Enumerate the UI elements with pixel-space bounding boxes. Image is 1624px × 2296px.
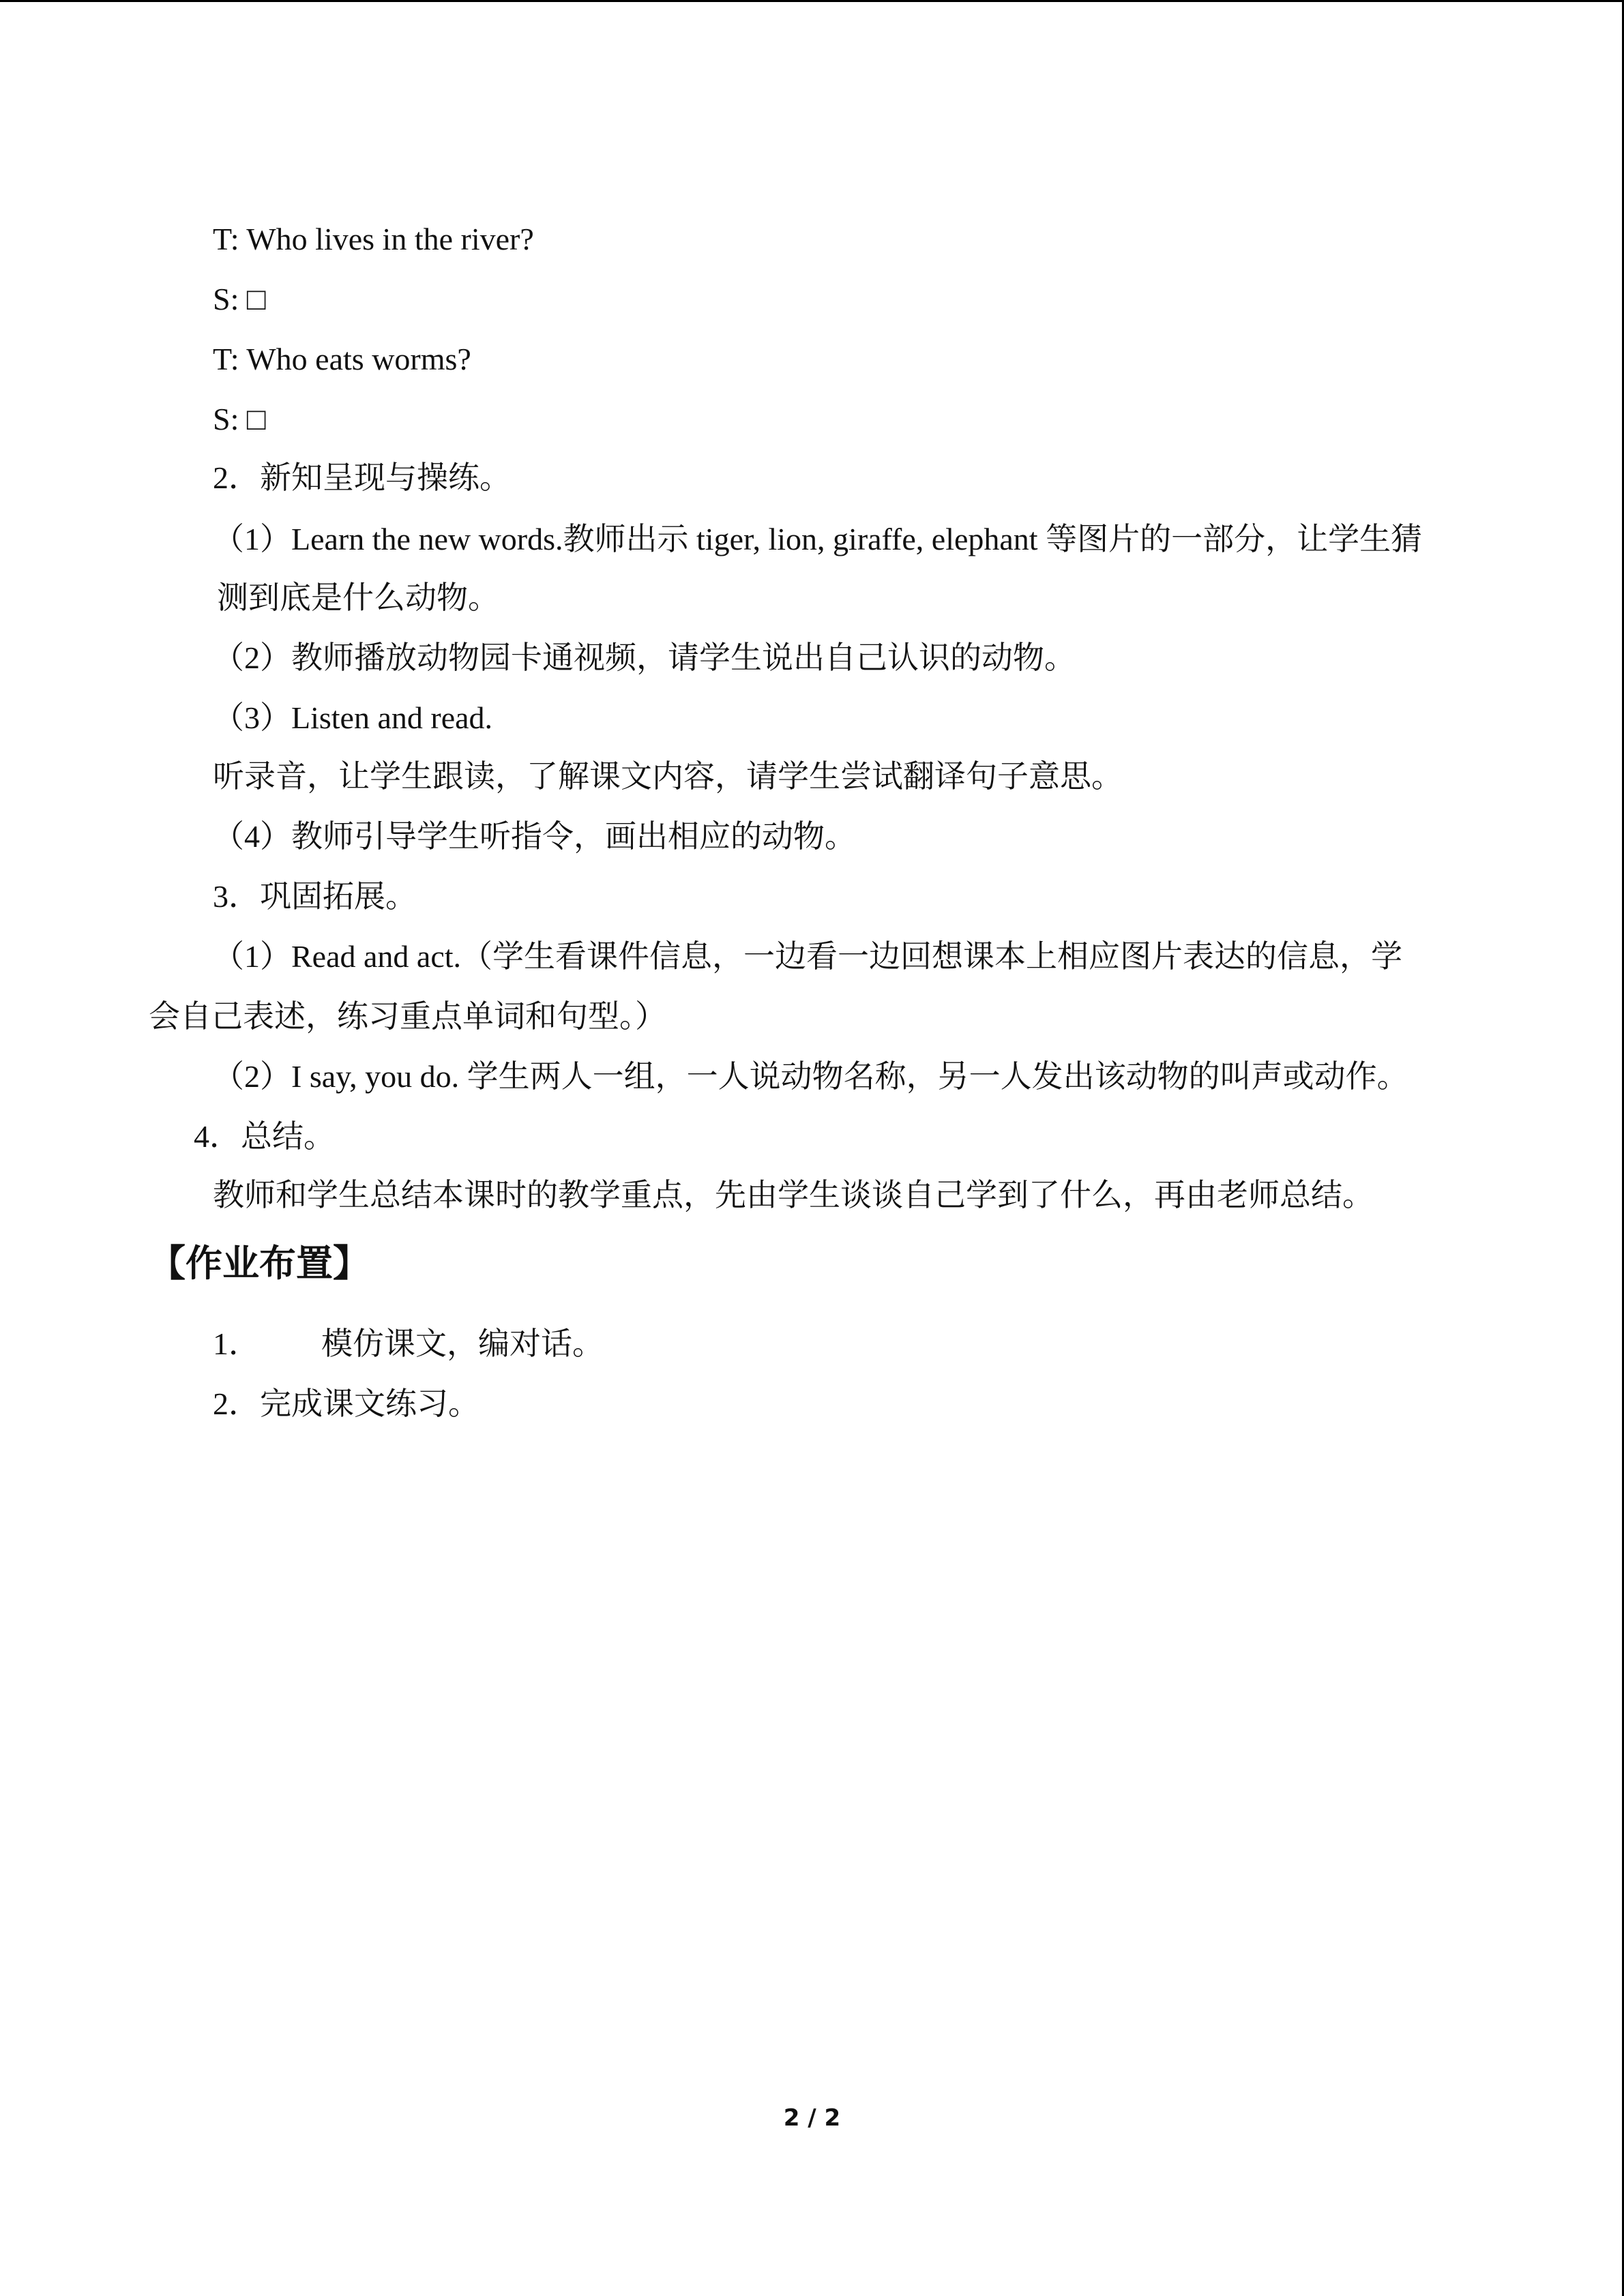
homework-item-1-text: 模仿课文，编对话。 xyxy=(321,1326,604,1361)
dialogue-student-answer-2: S: □ xyxy=(213,402,266,436)
step-3-listen-read: （3）Listen and read. xyxy=(213,700,493,735)
read-and-act: （1）Read and act.（学生看课件信息，一边看一边回想课本上相应图片表达的信息，学 xyxy=(213,939,1403,974)
page-number: 2 / 2 xyxy=(783,2104,841,2132)
homework-item-1-number: 1． xyxy=(213,1326,260,1361)
dialogue-teacher-river: T: Who lives in the river? xyxy=(213,222,534,256)
step-4-draw: （4）教师引导学生听指令，画出相应的动物。 xyxy=(213,819,856,854)
read-and-act-cont: 会自己表述，练习重点单词和句型。） xyxy=(149,999,666,1034)
step-1-learn-words-cont: 测到底是什么动物。 xyxy=(217,580,499,615)
homework-heading: 【作业布置】 xyxy=(149,1242,370,1285)
i-say-you-do: （2）I say, you do. 学生两人一组，一人说动物名称，另一人发出该动物的叫声或动作。 xyxy=(213,1059,1408,1094)
step-2-video: （2）教师播放动物园卡通视频，请学生说出自己认识的动物。 xyxy=(213,640,1076,675)
section-2-title: 2．新知呈现与操练。 xyxy=(213,460,511,495)
homework-item-1 xyxy=(213,1325,604,1363)
section-4-title: 4．总结。 xyxy=(194,1119,335,1154)
summary-text: 教师和学生总结本课时的教学重点，先由学生谈谈自己学到了什么，再由老师总结。 xyxy=(213,1178,1374,1212)
section-3-title: 3．巩固拓展。 xyxy=(213,879,417,914)
step-1-learn-words: （1）Learn the new words.教师出示 tiger, lion, giraffe, elephant 等图片的一部分，让学生猜 xyxy=(213,522,1423,556)
dialogue-teacher-worms: T: Who eats worms? xyxy=(213,342,471,376)
homework-item-2: 2．完成课文练习。 xyxy=(213,1386,479,1421)
dialogue-student-answer-1: S: □ xyxy=(213,282,266,316)
step-3-detail: 听录音，让学生跟读，了解课文内容，请学生尝试翻译句子意思。 xyxy=(213,759,1123,794)
